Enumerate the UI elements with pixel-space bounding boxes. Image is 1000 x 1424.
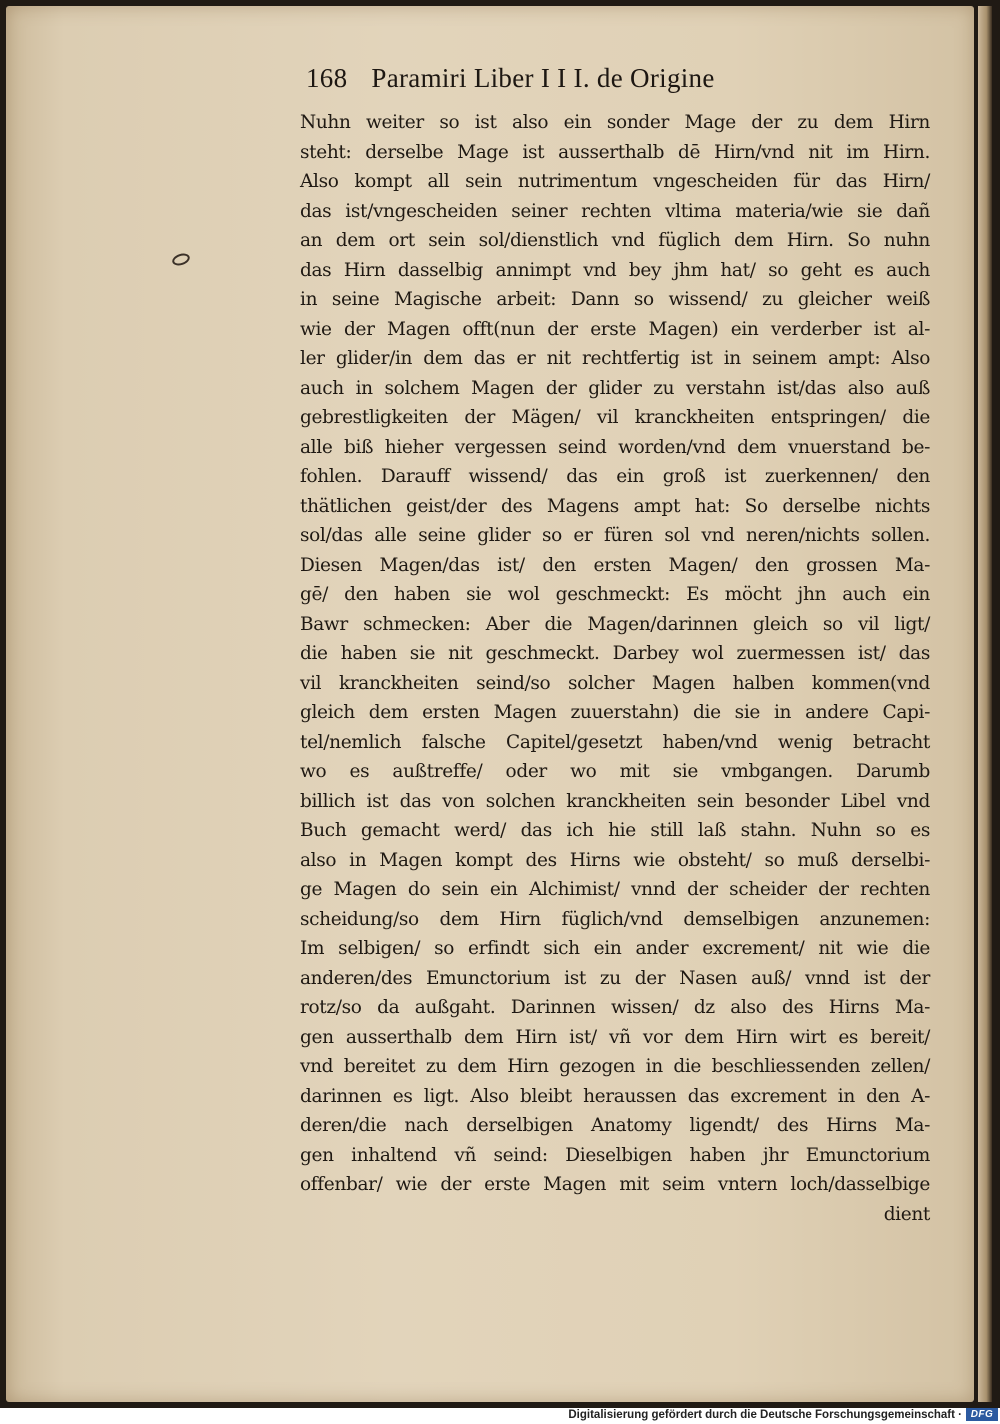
text-line: offenbar/ wie der erste Magen mit seim vntern loch/dasselbige <box>300 1174 930 1195</box>
text-line: gen ausserthalb dem Hirn ist/ vñ vor dem Hirn wirt es bereit/ <box>300 1026 930 1048</box>
text-line: tel/nemlich falsche Capitel/gesetzt haben/vnd wenig betracht <box>300 731 930 753</box>
text-line: wie der Magen offt(nun der erste Magen) ein verderber ist al- <box>300 318 930 340</box>
text-line: vnd bereitet zu dem Hirn gezogen in die beschliessenden zellen/ <box>300 1056 930 1077</box>
text-line: fohlen. Darauff wissend/ das ein groß ist zuerkennen/ den <box>300 466 930 487</box>
text-line: gleich dem ersten Magen zuuerstahn) die sie in andere Capi- <box>300 702 930 723</box>
text-line: gebrestligkeiten der Mägen/ vil kranckheiten entspringen/ die <box>300 407 930 428</box>
text-line: das Hirn dasselbig annimpt vnd bey jhm hat/ so geht es auch <box>300 259 930 281</box>
text-line: die haben sie nit geschmeckt. Darbey wol zuermessen ist/ das <box>300 643 930 664</box>
page-edge-shadow <box>978 6 992 1402</box>
text-line: ler glider/in dem das er nit rechtfertig ist in seinem ampt: Also <box>300 348 930 369</box>
text-line: alle biß hieher vergessen seind worden/vnd dem vnuerstand be- <box>300 436 930 458</box>
page-number: 168 <box>306 63 348 93</box>
text-line: Also kompt all sein nutrimentum vngescheiden für das Hirn/ <box>300 171 930 192</box>
text-line: wo es außtreffe/ oder wo mit sie vmbgangen. Darumb <box>300 761 930 782</box>
text-line: also in Magen kompt des Hirns wie obsteht/ so muß derselbi- <box>300 849 930 871</box>
text-line: an dem ort sein sol/dienstlich vnd füglich dem Hirn. So nuhn <box>300 230 930 251</box>
text-line: darinnen es ligt. Also bleibt heraussen das excrement in den A- <box>300 1085 930 1107</box>
text-line: anderen/des Emunctorium ist zu der Nasen auß/ vnnd ist der <box>300 967 930 989</box>
text-line: deren/die nach derselbigen Anatomy ligendt/ des Hirns Ma- <box>300 1115 930 1136</box>
text-line: Im selbigen/ so erfindt sich ein ander excrement/ nit wie die <box>300 938 930 959</box>
dfg-logo: DFG <box>966 1408 998 1421</box>
body-text <box>300 108 930 1229</box>
text-line: sol/das alle seine glider so er füren sol vnd neren/nichts sollen. <box>300 525 930 546</box>
text-line: steht: derselbe Mage ist ausserthalb dē Hirn/vnd nit im Hirn. <box>300 141 930 163</box>
text-line: gē/ den haben sie wol geschmeckt: Es möcht jhn auch ein <box>300 584 930 605</box>
catchword: dient <box>883 1203 930 1225</box>
text-line: scheidung/so dem Hirn füglich/vnd demselbigen anzunemen: <box>300 908 930 930</box>
text-line: Bawr schmecken: Aber die Magen/darinnen gleich so vil ligt/ <box>300 613 930 635</box>
text-line: Diesen Magen/das ist/ den ersten Magen/ den grossen Ma- <box>300 554 930 576</box>
text-line: Buch gemacht werd/ das ich hie still laß stahn. Nuhn so es <box>300 820 930 841</box>
text-line: auch in solchem Magen der glider zu verstahn ist/das also auß <box>300 377 930 399</box>
text-line: thätlichen geist/der des Magens ampt hat: So derselbe nichts <box>300 495 930 517</box>
running-title: Paramiri Liber I I I. de Origine <box>371 63 715 93</box>
text-line: vil kranckheiten seind/so solcher Magen halben kommen(vnd <box>300 672 930 694</box>
text-line: ge Magen do sein ein Alchimist/ vnnd der scheider der rechten <box>300 879 930 900</box>
funding-notice: Digitalisierung gefördert durch die Deutsche Forschungsgemeinschaft · <box>568 1409 962 1421</box>
text-line: in seine Magische arbeit: Dann so wissend/ zu gleicher weiß <box>300 289 930 310</box>
text-line: rotz/so da außgaht. Darinnen wissen/ dz also des Hirns Ma- <box>300 997 930 1018</box>
text-line: Nuhn weiter so ist also ein sonder Mage der zu dem Hirn <box>300 112 930 133</box>
text-line: das ist/vngescheiden seiner rechten vltima materia/wie sie dañ <box>300 200 930 222</box>
text-line: billich ist das von solchen kranckheiten sein besonder Libel vnd <box>300 790 930 812</box>
running-header <box>306 63 826 103</box>
text-line: gen inhaltend vñ seind: Dieselbigen haben jhr Emunctorium <box>300 1144 930 1166</box>
